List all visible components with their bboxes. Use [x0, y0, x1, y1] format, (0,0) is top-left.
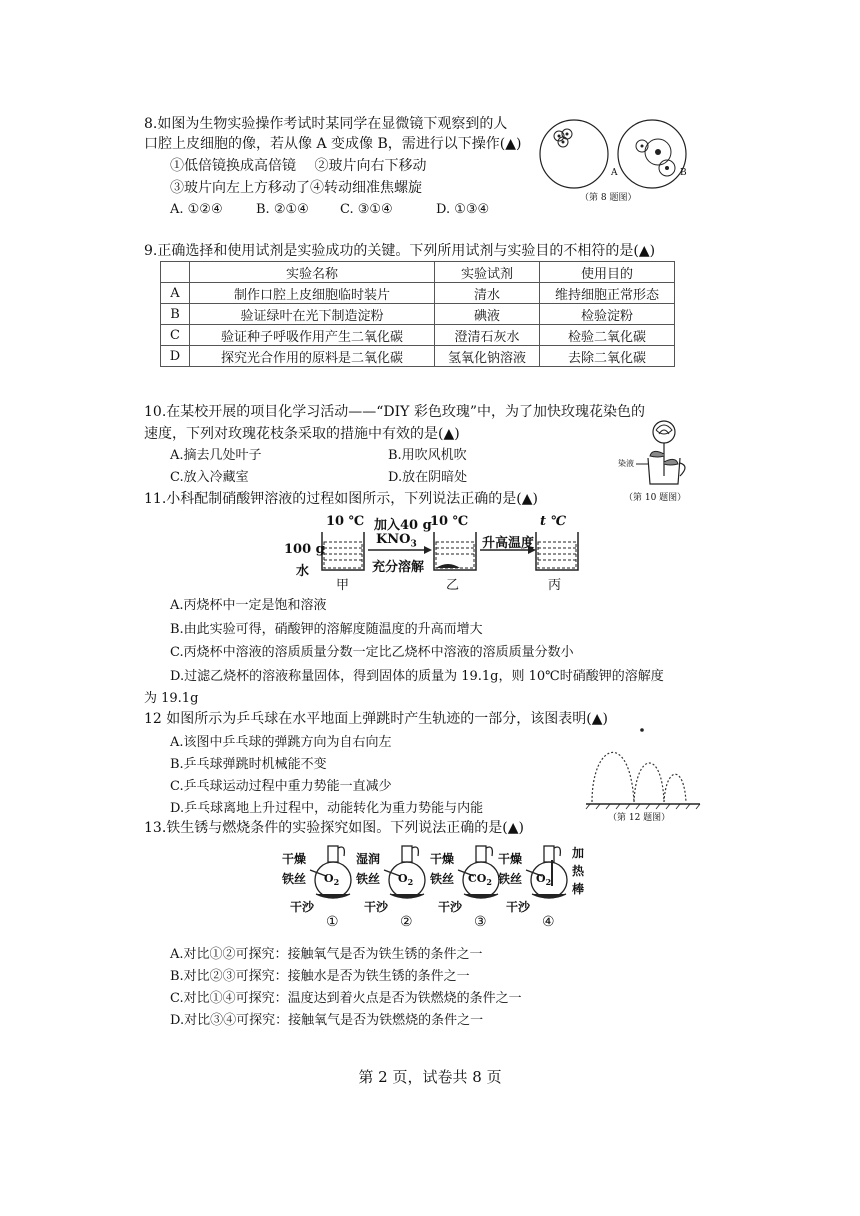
q8-figure-caption: （第 8 题图） [580, 193, 637, 203]
table-cell: 清水 [435, 283, 540, 304]
q10-option-c: C.放入冷藏室 [170, 470, 249, 485]
dissolve-label: 充分溶解 [372, 560, 425, 575]
q10-stem-line2: 速度，下列对玫瑰花枝条采取的措施中有效的是(▲) [144, 426, 460, 442]
water-mass: 100 g [284, 542, 325, 557]
flask-4-mid-label: 铁丝 [498, 872, 523, 886]
flask-4-number: ④ [542, 914, 555, 930]
q13-stem: 13.铁生锈与燃烧条件的实验探究如图。下列说法正确的是(▲) [144, 820, 524, 836]
q9-stem: 9.正确选择和使用试剂是实验成功的关键。下列所用试剂与实验目的不相符的是(▲) [144, 243, 656, 259]
flask-2-mid-label: 铁丝 [356, 872, 381, 886]
heater-label-2: 热 [572, 864, 585, 878]
q11-option-d-continued: 为 19.1g [144, 691, 199, 706]
q10-option-d: D.放在阴暗处 [388, 470, 468, 485]
beaker-jia-icon [322, 532, 364, 570]
q12-figure-caption: （第 12 题图） [608, 813, 671, 823]
q12-bounce-figure [578, 722, 710, 822]
q11-option-c: C.丙烧杯中溶液的溶质质量分数一定比乙烧杯中溶液的溶质质量分数小 [170, 645, 574, 660]
heater-label-1: 加 [572, 846, 585, 860]
dye-label: 染液 [618, 459, 634, 468]
q8-stem-line1: 8.如图为生物实验操作考试时某同学在显微镜下观察到的人 [144, 116, 508, 132]
q13-option-a: A.对比①②可探究：接触氧气是否为铁生锈的条件之一 [170, 947, 483, 962]
table-cell: 验证绿叶在光下制造淀粉 [190, 304, 435, 325]
table-row [161, 325, 675, 346]
table-cell: 检验淀粉 [540, 304, 675, 325]
table-row [161, 283, 675, 304]
q10-figure-caption: （第 10 题图） [624, 493, 687, 503]
table-cell: B [161, 304, 190, 325]
flask-3-gas: $CO_2$ [468, 872, 492, 888]
q8-option-a: A. ①②④ [170, 202, 223, 217]
table-header-cell [161, 262, 190, 283]
q11-option-b: B.由此实验可得，硝酸钾的溶解度随温度的升高而增大 [170, 622, 483, 637]
temp-yi: 10 ℃ [430, 514, 469, 529]
q13-option-c: C.对比①④可探究：温度达到着火点是否为铁燃烧的条件之一 [170, 991, 522, 1006]
flask-2-gas: $O_2$ [398, 872, 414, 888]
q8-operations-line1: ①低倍镜换成高倍镜 ②玻片向右下移动 [170, 158, 427, 174]
flask-2-number: ② [400, 914, 413, 930]
rose-icon [650, 421, 678, 476]
table-header-cell: 使用目的 [540, 262, 675, 283]
table-cell: 去除二氧化碳 [540, 346, 675, 367]
beaker-bing-label: 丙 [548, 578, 562, 593]
q13-option-b: B.对比②③可探究：接触水是否为铁生锈的条件之一 [170, 969, 470, 984]
flask-4-bottom-label: 干沙 [506, 900, 531, 914]
q8-operations-line2: ③玻片向左上方移动了④转动细准焦螺旋 [170, 180, 422, 196]
table-cell: 氢氧化钠溶液 [435, 346, 540, 367]
field-of-view-a [540, 120, 608, 188]
water-label: 水 [296, 564, 310, 579]
add-amount: 加入40 g [374, 518, 432, 533]
flask-1-gas: $O_2$ [324, 872, 340, 888]
beaker-yi-icon [434, 532, 476, 570]
heat-label: 升高温度 [482, 536, 535, 551]
ball-trajectory-icon [592, 752, 686, 802]
fig-label-b: B [680, 168, 687, 178]
q8-stem-line2: 口腔上皮细胞的像，若从像 A 变成像 B，需进行以下操作(▲) [144, 136, 522, 152]
flask-1-number: ① [326, 914, 339, 930]
flask-1-bottom-label: 干沙 [290, 900, 315, 914]
flask-1-mid-label: 铁丝 [282, 872, 307, 886]
q12-option-d: D.乒乓球离地上升过程中，动能转化为重力势能与内能 [170, 801, 484, 816]
table-header-cell: 实验试剂 [435, 262, 540, 283]
flask-3-bottom-label: 干沙 [438, 900, 463, 914]
flask-3-mid-label: 铁丝 [430, 872, 455, 886]
table-cell: 验证种子呼吸作用产生二氧化碳 [190, 325, 435, 346]
q10-option-a: A.摘去几处叶子 [170, 448, 262, 463]
q13-flask-figure [280, 840, 590, 936]
table-cell: 制作口腔上皮细胞临时装片 [190, 283, 435, 304]
flask-2-bottom-label: 干沙 [364, 900, 389, 914]
q11-stem: 11.小科配制硝酸钾溶液的过程如图所示，下列说法正确的是(▲) [144, 491, 538, 507]
beaker-jia-label: 甲 [336, 578, 350, 593]
table-cell: D [161, 346, 190, 367]
temp-jia: 10 ℃ [326, 514, 365, 529]
flask-2-top-label: 湿润 [356, 852, 381, 866]
table-cell: 澄清石灰水 [435, 325, 540, 346]
beaker-bing-icon [536, 532, 578, 570]
table-row [161, 346, 675, 367]
table-header-cell: 实验名称 [190, 262, 435, 283]
flask-4-top-label: 干燥 [498, 852, 523, 866]
q10-rose-figure [618, 418, 710, 504]
table-cell: A [161, 283, 190, 304]
q11-option-a: A.丙烧杯中一定是饱和溶液 [170, 598, 327, 613]
q8-option-c: C. ③①④ [340, 202, 393, 217]
q11-beaker-figure [278, 512, 598, 594]
page-footer: 第 2 页，试卷共 8 页 [358, 1068, 502, 1086]
table-cell: 探究光合作用的原料是二氧化碳 [190, 346, 435, 367]
beaker-yi-label: 乙 [446, 578, 460, 593]
q10-option-b: B.用吹风机吹 [388, 448, 467, 463]
flask-3-number: ③ [474, 914, 487, 930]
table-cell: 维持细胞正常形态 [540, 283, 675, 304]
q9-reagent-table [160, 261, 675, 367]
q12-option-a: A.该图中乒乓球的弹跳方向为自右向左 [170, 735, 392, 750]
temp-bing: t ℃ [540, 514, 567, 529]
field-of-view-b [618, 120, 686, 188]
q12-option-b: B.乒乓球弹跳时机械能不变 [170, 757, 327, 772]
q12-option-c: C.乒乓球运动过程中重力势能一直减少 [170, 779, 392, 794]
q8-option-b: B. ②①④ [256, 202, 309, 217]
q8-microscope-figure [534, 116, 704, 208]
table-cell: 碘液 [435, 304, 540, 325]
kno3-formula: $KNO_3$ [376, 532, 417, 550]
flask-4-gas: $O_2$ [536, 872, 552, 888]
fig-label-a: A [611, 168, 618, 178]
table-cell: 检验二氧化碳 [540, 325, 675, 346]
table-cell: C [161, 325, 190, 346]
q13-option-d: D.对比③④可探究：接触氧气是否为铁燃烧的条件之一 [170, 1013, 484, 1028]
table-header-row [161, 262, 675, 283]
flask-3-top-label: 干燥 [430, 852, 455, 866]
q10-stem-line1: 10.在某校开展的项目化学习活动——“DIY 彩色玫瑰”中，为了加快玫瑰花染色的 [144, 404, 646, 420]
table-row [161, 304, 675, 325]
q11-option-d: D.过滤乙烧杯的溶液称量固体，得到固体的质量为 19.1g，则 10℃时硝酸钾的溶解度 [170, 669, 664, 684]
flask-1-top-label: 干燥 [282, 852, 307, 866]
heater-label-3: 棒 [572, 882, 585, 896]
q12-stem: 12 如图所示为乒乓球在水平地面上弹跳时产生轨迹的一部分，该图表明(▲) [144, 711, 608, 727]
q8-option-d: D. ①③④ [436, 202, 490, 217]
